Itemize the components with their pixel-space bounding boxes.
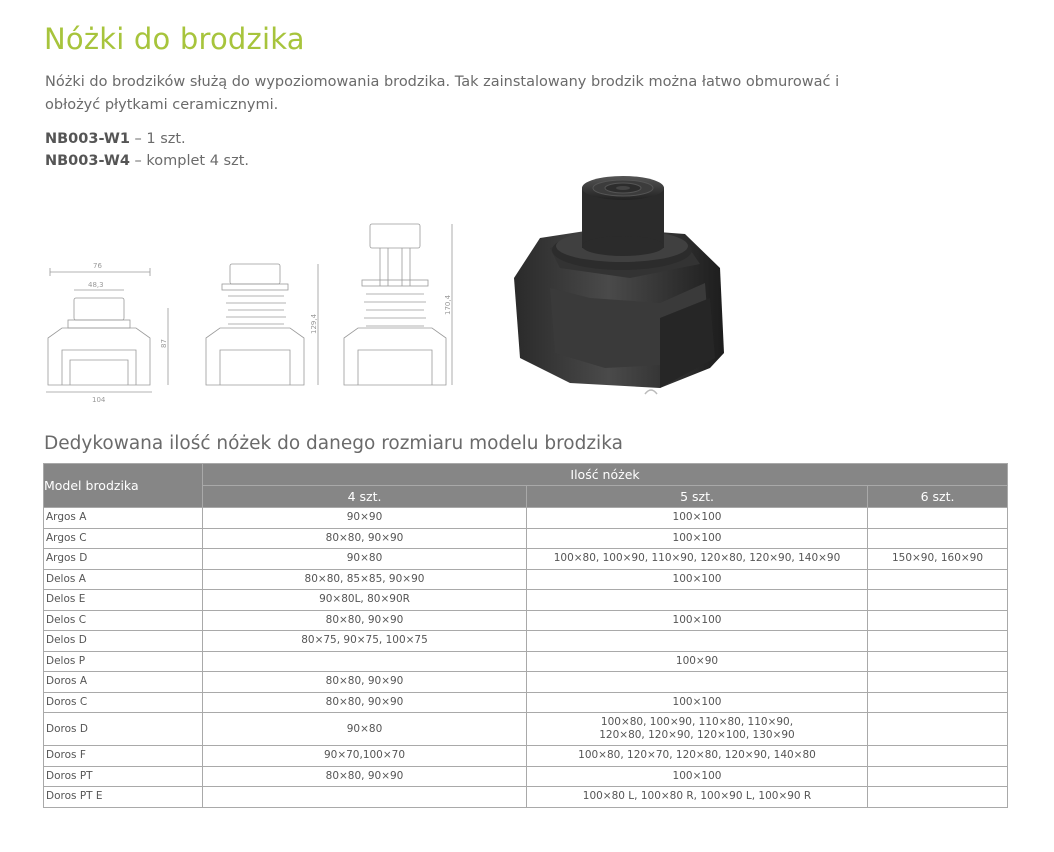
column-header-4: 4 szt. (203, 486, 527, 508)
table-row (44, 590, 1008, 611)
cell-5: 100×100 (527, 692, 868, 713)
drawing-mid (206, 264, 318, 385)
cell-model: Doros F (44, 746, 203, 767)
cell-4 (203, 787, 527, 808)
cell-5 (527, 672, 868, 693)
cell-6 (868, 787, 1008, 808)
cell-6 (868, 672, 1008, 693)
cell-model: Doros PT E (44, 787, 203, 808)
cell-model: Doros D (44, 713, 203, 746)
column-header-model: Model brodzika (44, 464, 203, 508)
table-row (44, 528, 1008, 549)
product-qty: – komplet 4 szt. (129, 153, 249, 169)
cell-5: 100×80 L, 100×80 R, 100×90 L, 100×90 R (527, 787, 868, 808)
cell-5: 100×100 (527, 569, 868, 590)
column-header-5: 5 szt. (527, 486, 868, 508)
cell-4 (203, 651, 527, 672)
product-qty: – 1 szt. (129, 131, 186, 147)
cell-model: Argos D (44, 549, 203, 570)
cell-5: 100×100 (527, 508, 868, 529)
cell-model: Argos A (44, 508, 203, 529)
product-description: Nóżki do brodzików służą do wypoziomowania brodzika. Tak zainstalowany brodzik można łatwo obmurować i obłożyć płytkami ceramicznymi. (45, 74, 840, 113)
cell-4: 90×90 (203, 508, 527, 529)
cell-5: 100×100 (527, 528, 868, 549)
dimension-inner: 48,3 (88, 281, 104, 289)
column-header-group: Ilość nóżek (203, 464, 1008, 486)
cell-5: 100×80, 100×90, 110×80, 110×90, 120×80, 120×90, 120×100, 130×90 (527, 713, 868, 746)
cell-4: 80×80, 90×90 (203, 692, 527, 713)
product-code-line (45, 128, 249, 150)
cell-6 (868, 766, 1008, 787)
table-row (44, 787, 1008, 808)
cell-6 (868, 590, 1008, 611)
table-row (44, 549, 1008, 570)
cell-5: 100×90 (527, 651, 868, 672)
cell-6 (868, 508, 1008, 529)
product-code: NB003-W1 (45, 131, 130, 147)
cell-5: 100×80, 120×70, 120×80, 120×90, 140×80 (527, 746, 868, 767)
cell-model: Delos E (44, 590, 203, 611)
cell-6 (868, 713, 1008, 746)
table-row (44, 713, 1008, 746)
cell-6 (868, 692, 1008, 713)
cell-5: 100×80, 100×90, 110×90, 120×80, 120×90, 140×90 (527, 549, 868, 570)
cell-model: Doros A (44, 672, 203, 693)
cell-5: 100×100 (527, 766, 868, 787)
dimension-height: 170,4 (444, 294, 452, 315)
cell-6 (868, 610, 1008, 631)
product-photo (510, 168, 735, 400)
cell-4: 80×80, 90×90 (203, 672, 527, 693)
cell-model: Doros C (44, 692, 203, 713)
cell-6 (868, 569, 1008, 590)
cell-4: 90×70,100×70 (203, 746, 527, 767)
cell-model: Delos D (44, 631, 203, 652)
dimension-top: 76 (93, 262, 102, 270)
table-row (44, 746, 1008, 767)
cell-6 (868, 631, 1008, 652)
table-row (44, 672, 1008, 693)
product-code-line (45, 150, 249, 172)
drawing-low (46, 262, 168, 404)
page-title: Nóżki do brodzika (44, 22, 305, 56)
cell-4: 90×80L, 80×90R (203, 590, 527, 611)
dimension-bottom: 104 (92, 396, 106, 404)
table-row (44, 651, 1008, 672)
product-codes (45, 128, 249, 172)
cell-5: 100×100 (527, 610, 868, 631)
product-code: NB003-W4 (45, 153, 130, 169)
models-table (43, 463, 1008, 808)
cell-5 (527, 631, 868, 652)
cell-6 (868, 746, 1008, 767)
cell-5 (527, 590, 868, 611)
table-row (44, 766, 1008, 787)
cell-6 (868, 528, 1008, 549)
cell-model: Doros PT (44, 766, 203, 787)
table-row (44, 508, 1008, 529)
cell-6 (868, 651, 1008, 672)
table-body (44, 508, 1008, 808)
cell-4: 80×80, 90×90 (203, 766, 527, 787)
column-header-6: 6 szt. (868, 486, 1008, 508)
dimension-height: 129,4 (310, 313, 318, 334)
cell-4: 80×80, 85×85, 90×90 (203, 569, 527, 590)
cell-4: 80×75, 90×75, 100×75 (203, 631, 527, 652)
dimension-height: 87 (160, 339, 168, 348)
table-title: Dedykowana ilość nóżek do danego rozmiaru modelu brodzika (44, 433, 623, 454)
cell-model: Delos P (44, 651, 203, 672)
table-row (44, 631, 1008, 652)
cell-4: 90×80 (203, 549, 527, 570)
cell-model: Delos C (44, 610, 203, 631)
table-row (44, 569, 1008, 590)
cell-model: Delos A (44, 569, 203, 590)
table-row (44, 692, 1008, 713)
cell-model: Argos C (44, 528, 203, 549)
cell-4: 90×80 (203, 713, 527, 746)
drawing-high (344, 224, 452, 385)
cell-6: 150×90, 160×90 (868, 549, 1008, 570)
cell-4: 80×80, 90×90 (203, 528, 527, 549)
technical-drawings (40, 210, 460, 410)
cell-4: 80×80, 90×90 (203, 610, 527, 631)
table-row (44, 610, 1008, 631)
